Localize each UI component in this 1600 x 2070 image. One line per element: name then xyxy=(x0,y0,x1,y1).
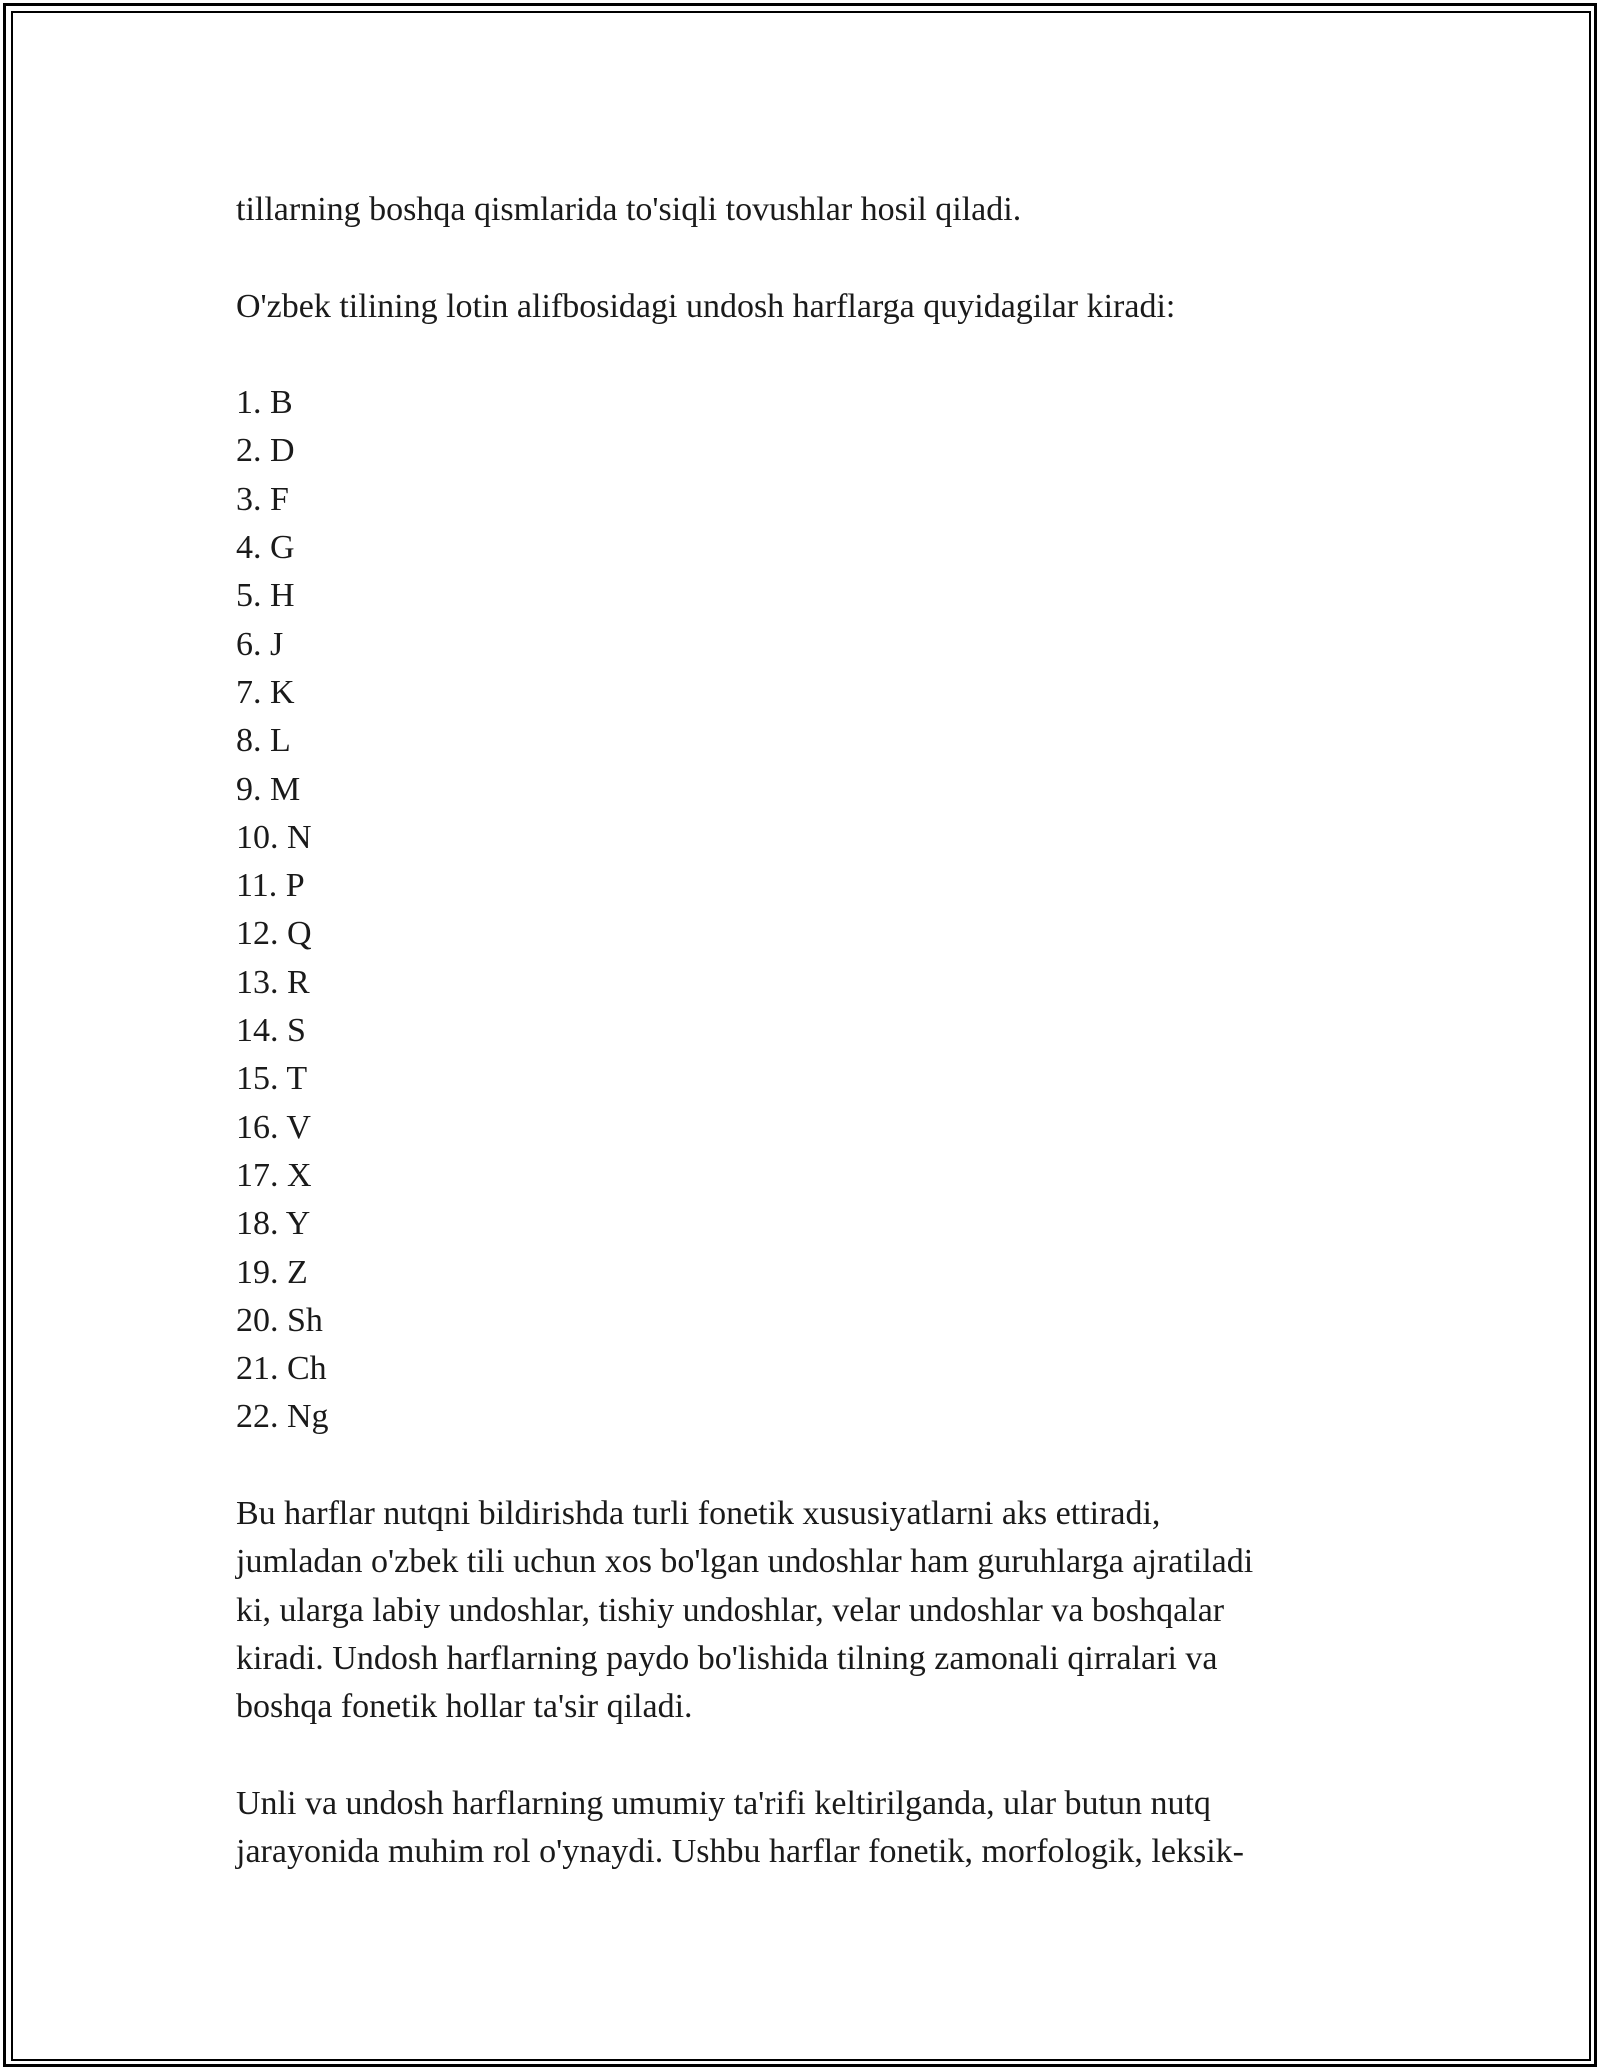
paragraph-gap xyxy=(236,234,1366,282)
paragraph-gap xyxy=(236,1732,1366,1780)
document-body xyxy=(236,186,1366,1876)
intro-line: tillarning boshqa qismlarida to'siqli tovushlar hosil qiladi. xyxy=(236,191,1022,228)
list-item: 18. Y xyxy=(236,1205,311,1243)
consonant-list xyxy=(236,379,1366,1442)
list-item: 19. Z xyxy=(236,1253,308,1291)
list-item: 5. H xyxy=(236,577,295,615)
list-item: 15. T xyxy=(236,1060,308,1098)
list-item: 13. R xyxy=(236,963,310,1001)
list-item: 10. N xyxy=(236,818,312,856)
text-line: kiradi. Undosh harflarning paydo bo'lishida tilning zamonali qirralari va xyxy=(236,1639,1218,1677)
list-item: 3. F xyxy=(236,480,289,518)
list-item: 2. D xyxy=(236,432,295,470)
text-line: Unli va undosh harflarning umumiy ta'rifi keltirilganda, ular butun nutq xyxy=(236,1784,1211,1822)
text-line: jarayonida muhim rol o'ynaydi. Ushbu harflar fonetik, morfologik, leksik- xyxy=(236,1833,1244,1871)
list-item: 12. Q xyxy=(236,915,312,953)
paragraph-gap xyxy=(236,331,1366,379)
paragraph-fonetik-xususiyatlar xyxy=(236,1490,1366,1731)
list-item: 17. X xyxy=(236,1156,312,1194)
list-item: 22. Ng xyxy=(236,1398,329,1436)
list-item: 6. J xyxy=(236,625,284,663)
text-line: boshqa fonetik hollar ta'sir qiladi. xyxy=(236,1688,693,1726)
list-item: 21. Ch xyxy=(236,1350,327,1388)
paragraph-umumiy-tarif xyxy=(236,1780,1366,1877)
list-item: 8. L xyxy=(236,722,291,760)
list-intro: O'zbek tilining lotin alifbosidagi undosh harflarga quyidagilar kiradi: xyxy=(236,287,1176,325)
paragraph-gap xyxy=(236,1442,1366,1490)
list-item: 16. V xyxy=(236,1108,311,1146)
list-item: 11. P xyxy=(236,867,305,905)
text-line: ki, ularga labiy undoshlar, tishiy undoshlar, velar undoshlar va boshqalar xyxy=(236,1591,1225,1629)
list-item: 20. Sh xyxy=(236,1301,323,1339)
list-item: 14. S xyxy=(236,1012,306,1050)
text-line: Bu harflar nutqni bildirishda turli fonetik xususiyatlarni aks ettiradi, xyxy=(236,1495,1161,1533)
list-item: 7. K xyxy=(236,673,295,711)
text-line: jumladan o'zbek tili uchun xos bo'lgan undoshlar ham guruhlarga ajratiladi xyxy=(236,1543,1254,1581)
list-item: 9. M xyxy=(236,770,301,808)
list-item: 1. B xyxy=(236,384,293,422)
list-item: 4. G xyxy=(236,529,295,567)
